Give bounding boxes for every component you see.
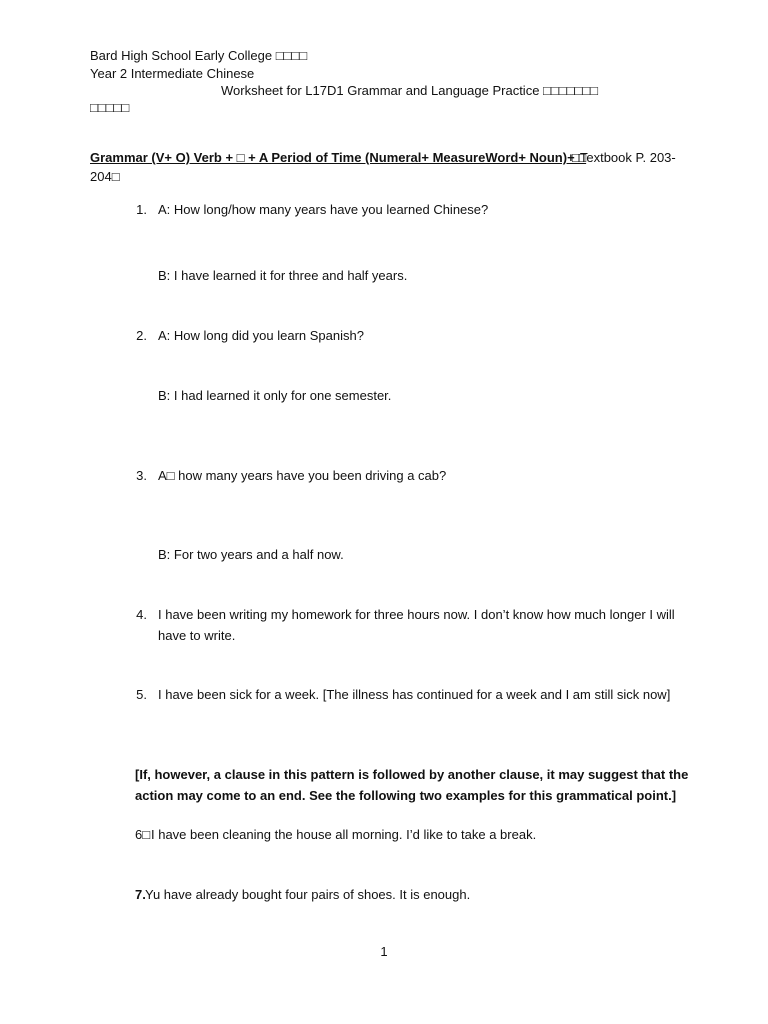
- item-number: 4.: [136, 607, 147, 622]
- item-answer: B: For two years and a half now.: [158, 547, 344, 562]
- item-answer: B: I have learned it for three and half years.: [158, 268, 408, 283]
- item-question: A: How long/how many years have you learned Chinese?: [158, 202, 489, 217]
- grammar-note-cont: action may come to an end. See the following two examples for this grammatical point.]: [135, 788, 677, 803]
- school-name: Bard High School Early College □□□□: [90, 48, 308, 63]
- item-number: 2.: [136, 328, 147, 343]
- grammar-heading: Grammar (V+ O) Verb + □ + A Period of Time (Numeral+ MeasureWord+ Noun)+ □: [90, 150, 587, 165]
- worksheet-title: Worksheet for L17D1 Grammar and Language Practice □□□□□□□: [221, 83, 598, 98]
- item-number: 3.: [136, 468, 147, 483]
- page-number: 1: [380, 944, 388, 959]
- textbook-reference-cont: 204□: [90, 169, 120, 184]
- item-number: 5.: [136, 687, 147, 702]
- course-name: Year 2 Intermediate Chinese: [90, 66, 255, 81]
- example-text: I have been cleaning the house all morning. I’d like to take a break.: [151, 827, 537, 842]
- textbook-reference: □Textbook P. 203-: [572, 150, 676, 165]
- worksheet-title-continued: □□□□□: [90, 100, 130, 115]
- item-question: A: How long did you learn Spanish?: [158, 328, 364, 343]
- item-text: I have been writing my homework for three hours now. I don’t know how much longer I will: [158, 607, 675, 622]
- item-text: I have been sick for a week. [The illness has continued for a week and I am still sick now]: [158, 687, 671, 702]
- grammar-note: [If, however, a clause in this pattern is followed by another clause, it may suggest that the: [135, 767, 689, 782]
- item-answer: B: I had learned it only for one semester.: [158, 388, 392, 403]
- item-number: 1.: [136, 202, 147, 217]
- item-question: A□ how many years have you been driving a cab?: [158, 468, 447, 483]
- example-number: 7.: [135, 887, 146, 902]
- example-text: Yu have already bought four pairs of shoes. It is enough.: [145, 887, 471, 902]
- example-number: 6□: [135, 827, 151, 842]
- item-text-cont: have to write.: [158, 628, 236, 643]
